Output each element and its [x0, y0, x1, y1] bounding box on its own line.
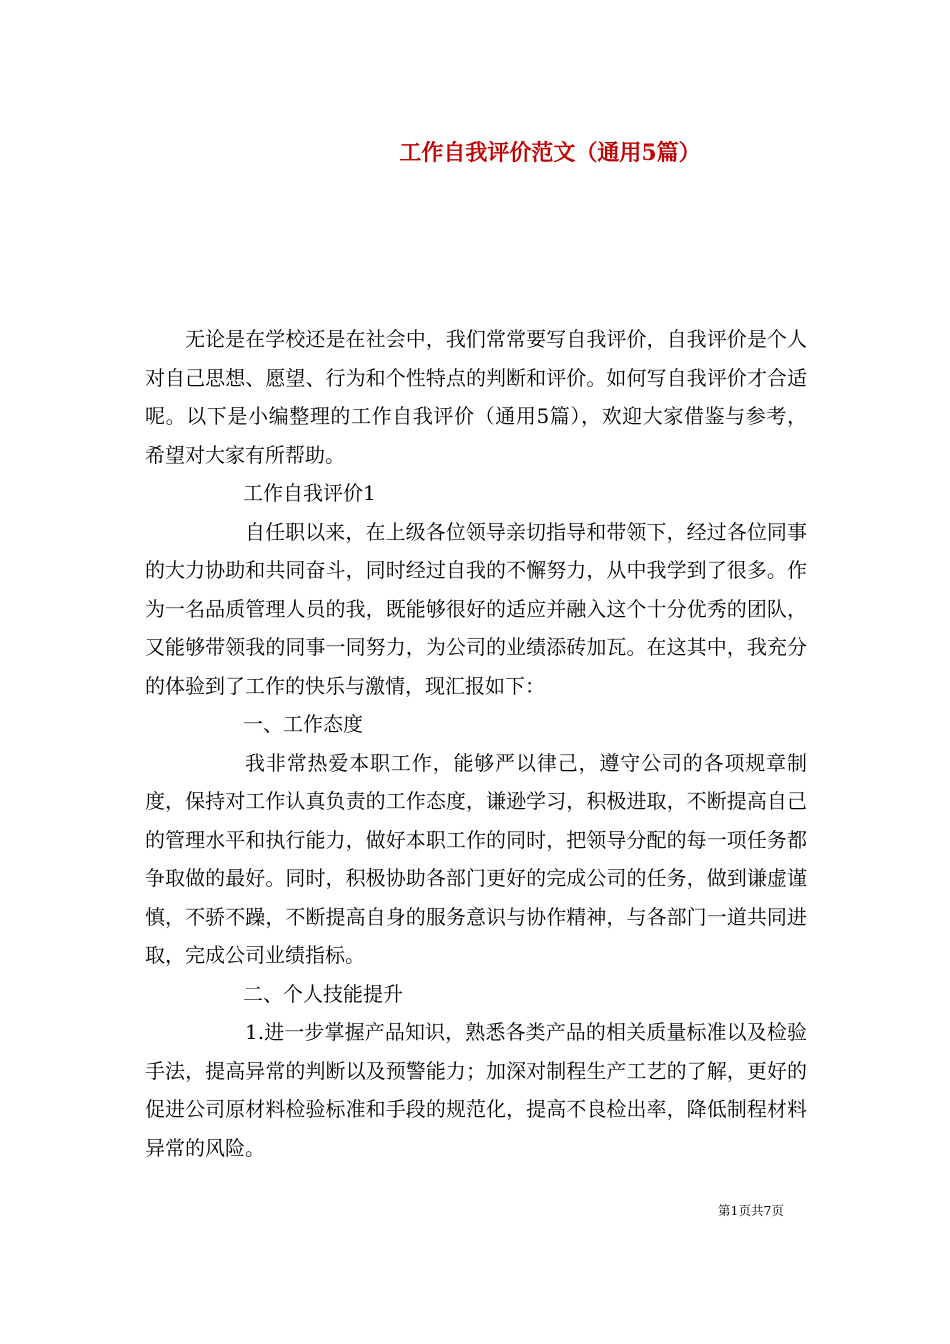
section-heading-evaluation-1: 工作自我评价1: [243, 481, 376, 505]
document-title: 工作自我评价范文（通用5篇）: [399, 140, 701, 166]
title-area: [0, 0, 950, 200]
skill-improvement-paragraph: 1.进一步掌握产品知识，熟悉各类产品的相关质量标准以及检验手法，提高异常的判断以及预警能力；加深对制程生产工艺的了解，更好的促进公司原材料检验标准和手段的规范化，提高不良检出率，降低制程材料异常的风险。: [145, 1020, 807, 1160]
document-body: [145, 320, 807, 1167]
evaluation-1-paragraph: 自任职以来，在上级各位领导亲切指导和带领下，经过各位同事的大力协助和共同奋斗，同时经过自我的不懈努力，从中我学到了很多。作为一名品质管理人员的我，既能够很好的适应并融入这个十分优秀的团队，又能够带领我的同事一同努力，为公司的业绩添砖加瓦。在这其中，我充分的体验到了工作的快乐与激情，现汇报如下：: [145, 519, 807, 698]
page-number-footer: 第1页共7页: [718, 1203, 784, 1218]
work-attitude-paragraph: 我非常热爱本职工作，能够严以律己，遵守公司的各项规章制度，保持对工作认真负责的工作态度，谦逊学习，积极进取，不断提高自己的管理水平和执行能力，做好本职工作的同时，把领导分配的每一项任务都争取做的最好。同时，积极协助各部门更好的完成公司的任务，做到谦虚谨慎，不骄不躁，不断提高自身的服务意识与协作精神，与各部门一道共同进取，完成公司业绩指标。: [145, 750, 807, 967]
intro-paragraph: 无论是在学校还是在社会中，我们常常要写自我评价，自我评价是个人对自己思想、愿望、行为和个性特点的判断和评价。如何写自我评价才合适呢。以下是小编整理的工作自我评价（通用5篇），欢迎大家借鉴与参考，希望对大家有所帮助。: [145, 327, 807, 467]
section-heading-skill-improvement: 二、个人技能提升: [243, 981, 403, 1006]
section-heading-work-attitude: 一、工作态度: [243, 712, 363, 736]
